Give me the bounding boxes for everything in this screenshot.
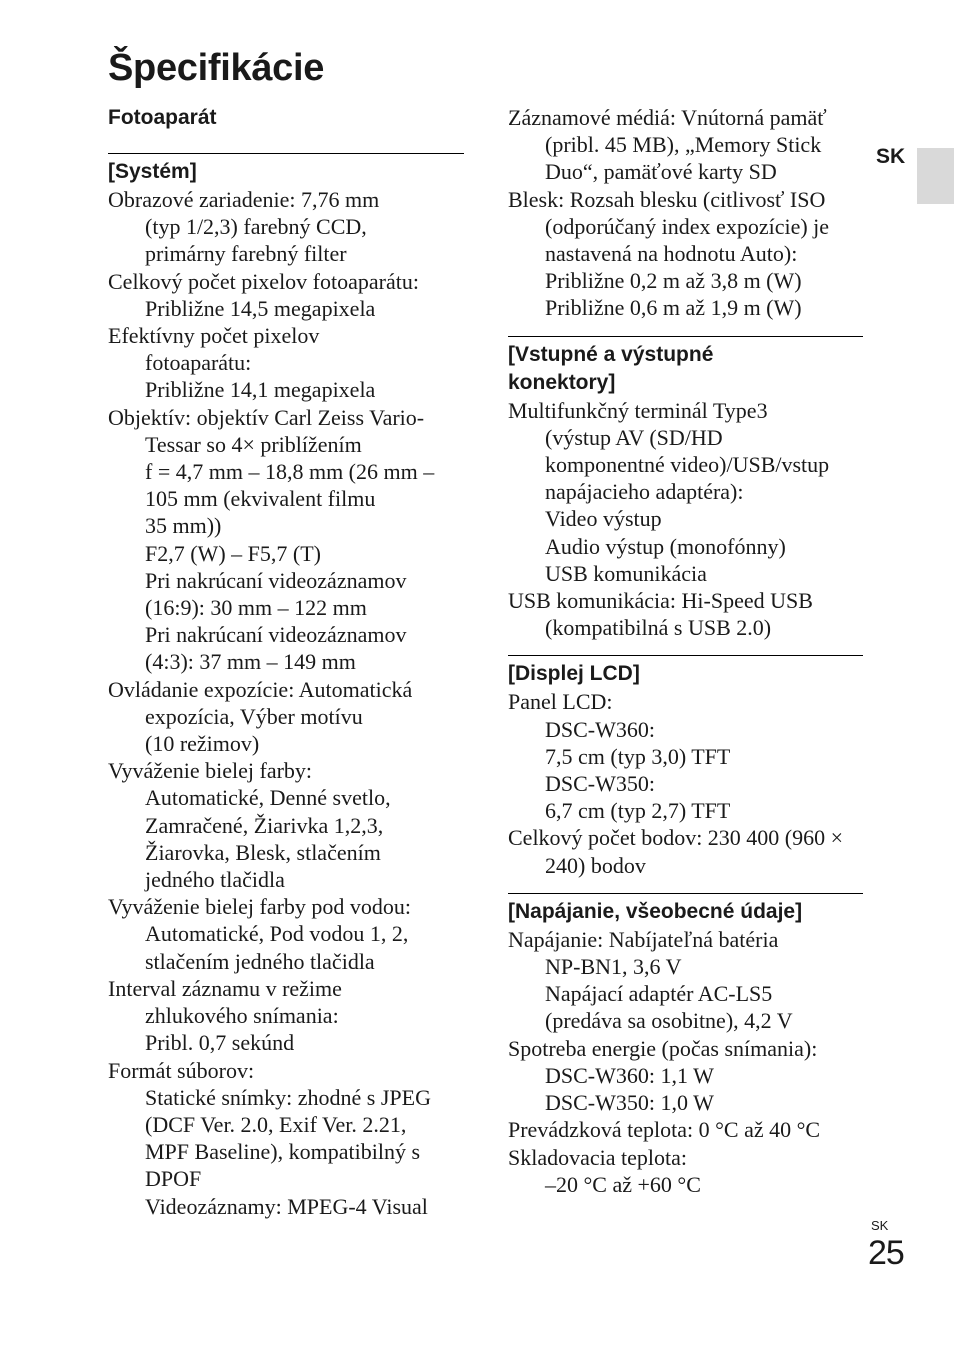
spec-line: (pribl. 45 MB), „Memory Stick — [545, 132, 822, 158]
spec-line: Formát súborov: — [108, 1057, 255, 1083]
section-title-power: [Napájanie, všeobecné údaje] — [508, 899, 803, 923]
spec-line: Video výstup — [545, 506, 662, 532]
spec-line: Celkový počet bodov: 230 400 (960 × — [508, 825, 844, 851]
spec-line: (10 režimov) — [145, 731, 260, 757]
section-title-line: [Vstupné a výstupné — [508, 342, 714, 366]
spec-line: DPOF — [145, 1166, 202, 1192]
page-title: Špecifikácie — [108, 47, 325, 89]
spec-list-connectors — [508, 397, 863, 642]
right-column — [508, 104, 863, 1198]
spec-line: DSC-W350: — [545, 771, 655, 797]
spec-list-lcd — [508, 688, 863, 878]
spec-line: Panel LCD: — [508, 689, 613, 715]
spec-line: DSC-W360: 1,1 W — [545, 1062, 714, 1088]
subheading-camera: Fotoaparát — [108, 106, 217, 129]
spec-line: Spotreba energie (počas snímania): — [508, 1035, 818, 1061]
spec-line: Približne 14,1 megapixela — [145, 377, 376, 403]
spec-line: (výstup AV (SD/HD — [545, 424, 723, 450]
spec-line: (4:3): 37 mm – 149 mm — [145, 649, 356, 675]
spec-line: Automatické, Denné svetlo, — [145, 785, 391, 811]
spacer — [508, 641, 863, 655]
spec-line: Skladovacia teplota: — [508, 1144, 687, 1170]
spec-line: Približne 14,5 megapixela — [145, 295, 376, 321]
spacer — [508, 322, 863, 336]
spacer — [508, 879, 863, 893]
spec-line: F2,7 (W) – F5,7 (T) — [145, 540, 321, 566]
spec-line: primárny farebný filter — [145, 241, 347, 267]
spec-line: (odporúčaný index expozície) je — [545, 213, 830, 239]
spec-line: Blesk: Rozsah blesku (citlivosť ISO — [508, 186, 826, 212]
spec-line: NP-BN1, 3,6 V — [545, 954, 682, 980]
spec-line: 240) bodov — [545, 852, 646, 878]
spec-line: Statické snímky: zhodné s JPEG — [145, 1084, 431, 1110]
spec-line: USB komunikácia — [545, 560, 707, 586]
section-title-line: konektory] — [508, 370, 616, 394]
page-number: 25 — [868, 1234, 904, 1272]
spec-list-power — [508, 926, 863, 1198]
spec-line: Automatické, Pod vodou 1, 2, — [145, 921, 409, 947]
spec-line: Prevádzková teplota: 0 °C až 40 °C — [508, 1117, 821, 1143]
spec-line: komponentné video)/USB/vstup — [545, 452, 830, 478]
spec-line: Pri nakrúcaní videozáznamov — [145, 567, 407, 593]
spec-line: Objektív: objektív Carl Zeiss Vario- — [108, 404, 425, 430]
spec-list-media-flash — [508, 104, 863, 322]
language-tab-label: SK — [876, 145, 906, 168]
spec-line: 35 mm)) — [145, 513, 222, 539]
spec-line: Záznamové médiá: Vnútorná pamäť — [508, 105, 827, 130]
spec-line: jedného tlačidla — [145, 867, 285, 893]
spec-line: –20 °C až +60 °C — [545, 1171, 701, 1197]
spec-line: Ovládanie expozície: Automatická — [108, 676, 413, 702]
spec-line: 6,7 cm (typ 2,7) TFT — [545, 798, 731, 824]
footer-language-code: SK — [871, 1218, 889, 1233]
spec-line: (typ 1/2,3) farebný CCD, — [145, 214, 367, 240]
spec-line: Interval záznamu v režime — [108, 975, 342, 1001]
spacer — [108, 131, 464, 153]
spec-line: nastavená na hodnotu Auto): — [545, 241, 798, 267]
spec-line: 105 mm (ekvivalent filmu — [145, 486, 376, 512]
spec-list-system — [108, 186, 464, 1220]
spec-line: Pri nakrúcaní videozáznamov — [145, 622, 407, 648]
left-column — [108, 104, 464, 1220]
spec-line: Audio výstup (monofónny) — [545, 533, 786, 559]
spec-line: USB komunikácia: Hi-Speed USB — [508, 588, 813, 614]
spec-line: 7,5 cm (typ 3,0) TFT — [545, 743, 731, 769]
section-title-connectors — [508, 337, 863, 397]
spec-line: DSC-W350: 1,0 W — [545, 1090, 714, 1116]
spec-line: Napájanie: Nabíjateľná batéria — [508, 926, 779, 952]
spec-line: Zamračené, Žiarivka 1,2,3, — [145, 812, 384, 838]
spec-line: Vyváženie bielej farby pod vodou: — [108, 894, 412, 920]
spec-line: Približne 0,6 m až 1,9 m (W) — [545, 295, 802, 321]
spec-line: (16:9): 30 mm – 122 mm — [145, 595, 367, 621]
spec-line: Multifunkčný terminál Type3 — [508, 397, 768, 423]
spec-line: Efektívny počet pixelov — [108, 323, 320, 349]
spec-line: Vyváženie bielej farby: — [108, 758, 313, 784]
spec-line: napájacieho adaptéra): — [545, 479, 744, 505]
section-title-system: [Systém] — [108, 160, 197, 183]
spec-line: Tessar so 4× priblížením — [145, 431, 362, 457]
spec-line: Videozáznamy: MPEG-4 Visual — [145, 1193, 428, 1219]
spec-line: DSC-W360: — [545, 716, 655, 742]
spec-line: (predáva sa osobitne), 4,2 V — [545, 1008, 793, 1034]
spec-line: Pribl. 0,7 sekúnd — [145, 1030, 295, 1056]
spec-line: f = 4,7 mm – 18,8 mm (26 mm – — [145, 459, 435, 485]
spec-line: stlačením jedného tlačidla — [145, 948, 375, 974]
spec-line: Napájací adaptér AC-LS5 — [545, 981, 773, 1007]
spec-line: Duo“, pamäťové karty SD — [545, 159, 777, 185]
spec-line: MPF Baseline), kompatibilný s — [145, 1139, 420, 1165]
spec-line: expozícia, Výber motívu — [145, 703, 363, 729]
spec-line: (DCF Ver. 2.0, Exif Ver. 2.21, — [145, 1111, 407, 1137]
section-title-lcd: [Displej LCD] — [508, 662, 640, 686]
language-tab-marker — [917, 148, 954, 204]
spec-line: Približne 0,2 m až 3,8 m (W) — [545, 268, 802, 294]
spec-line: fotoaparátu: — [145, 350, 252, 376]
spec-line: zhlukového snímania: — [145, 1003, 339, 1029]
spec-line: Žiarovka, Blesk, stlačením — [145, 839, 381, 865]
spec-line: Obrazové zariadenie: 7,76 mm — [108, 187, 380, 212]
spec-line: Celkový počet pixelov fotoaparátu: — [108, 268, 419, 294]
spec-line: (kompatibilná s USB 2.0) — [545, 615, 772, 641]
